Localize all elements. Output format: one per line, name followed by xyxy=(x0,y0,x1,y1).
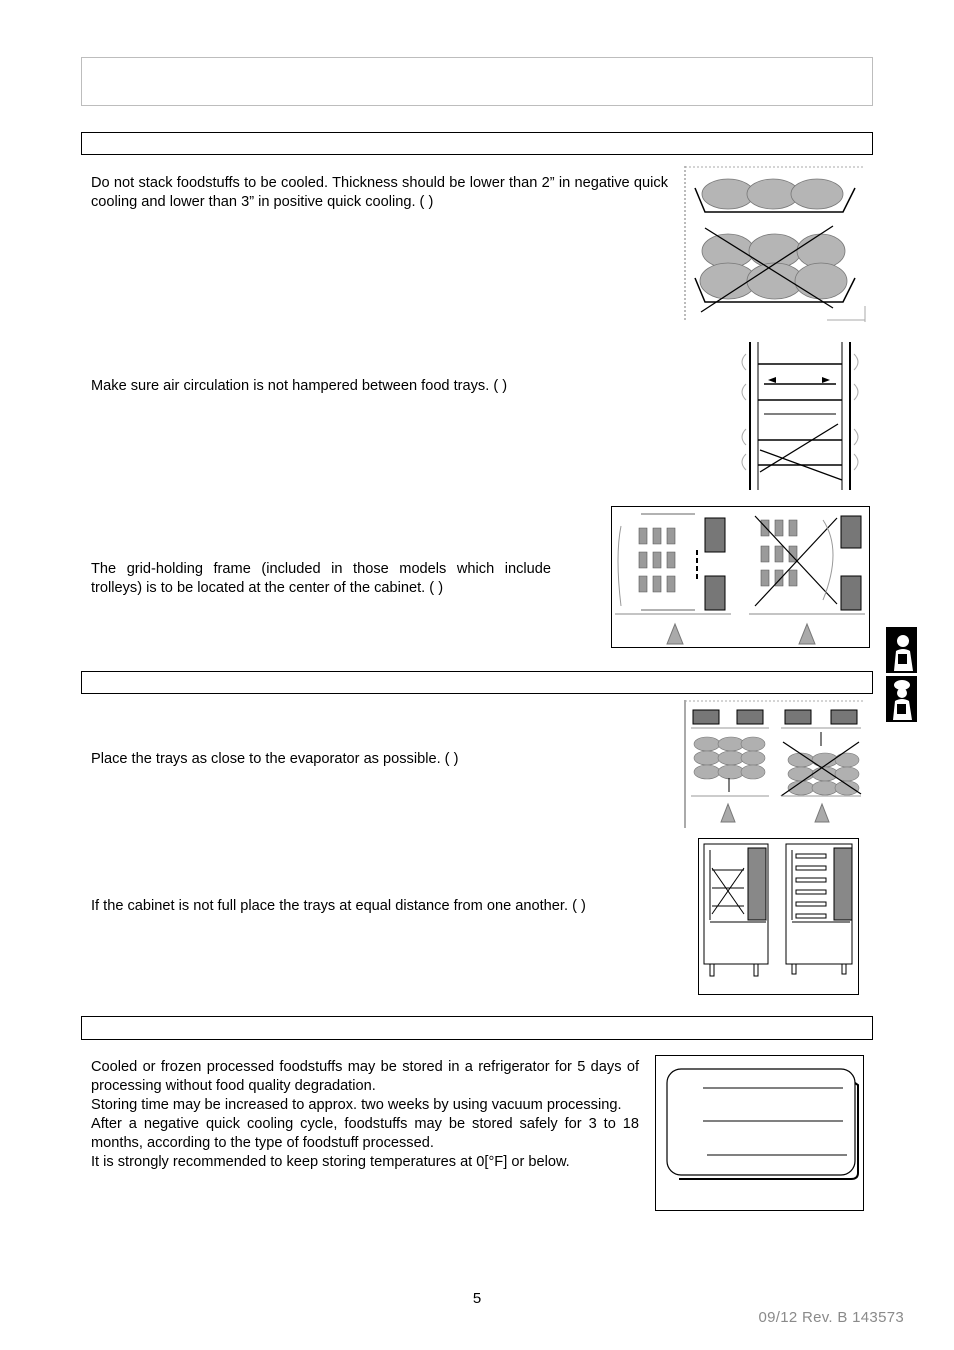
cook-icon xyxy=(886,627,917,673)
item-equal-distance-text: If the cabinet is not full place the trays at equal distance from one another. ( ) xyxy=(91,898,586,914)
chef-icon-tab xyxy=(886,676,917,722)
cabinet-figure xyxy=(698,838,859,995)
storage-paragraph-3: After a negative quick cooling cycle, foodstuffs may be stored safely for 3 to 18 months, according to the type of foodstuff processed. xyxy=(91,1116,639,1151)
section-bar-positioning xyxy=(81,671,873,694)
section-bar-loading xyxy=(81,132,873,155)
air-circulation-figure xyxy=(738,340,862,500)
storage-paragraph-4: It is strongly recommended to keep storing temperatures at 0[°F] or below. xyxy=(91,1154,570,1170)
revision-info: 09/12 Rev. B 143573 xyxy=(758,1309,904,1326)
item-air-circulation-text: Make sure air circulation is not hampered between food trays. ( ) xyxy=(91,378,508,394)
page-header-box xyxy=(81,57,873,106)
chef-icon xyxy=(886,676,917,722)
page-number: 5 xyxy=(472,1290,482,1307)
item-no-stacking-text: Do not stack foodstuffs to be cooled. Thickness should be lower than 2” in negative quick cooling and lower than 3” in positive quick cooling. ( ) xyxy=(91,175,668,210)
grid-frame-figure xyxy=(611,506,870,648)
food-tray-figure xyxy=(683,166,867,324)
storage-text xyxy=(91,1058,639,1172)
storage-paragraph-1: Cooled or frozen processed foodstuffs may be stored in a refrigerator for 5 days of processing without food quality degradation. xyxy=(91,1059,639,1094)
cook-icon-tab xyxy=(886,627,917,673)
section-bar-storage xyxy=(81,1016,873,1040)
item-grid-frame-text: The grid-holding frame (included in those models which include trolleys) is to be located at the center of the cabinet. ( ) xyxy=(91,561,551,596)
storage-paragraph-2: Storing time may be increased to approx. two weeks by using vacuum processing. xyxy=(91,1097,622,1113)
evaporator-figure xyxy=(683,700,867,828)
item-evaporator-text: Place the trays as close to the evaporator as possible. ( ) xyxy=(91,751,459,767)
label-figure xyxy=(655,1055,864,1211)
